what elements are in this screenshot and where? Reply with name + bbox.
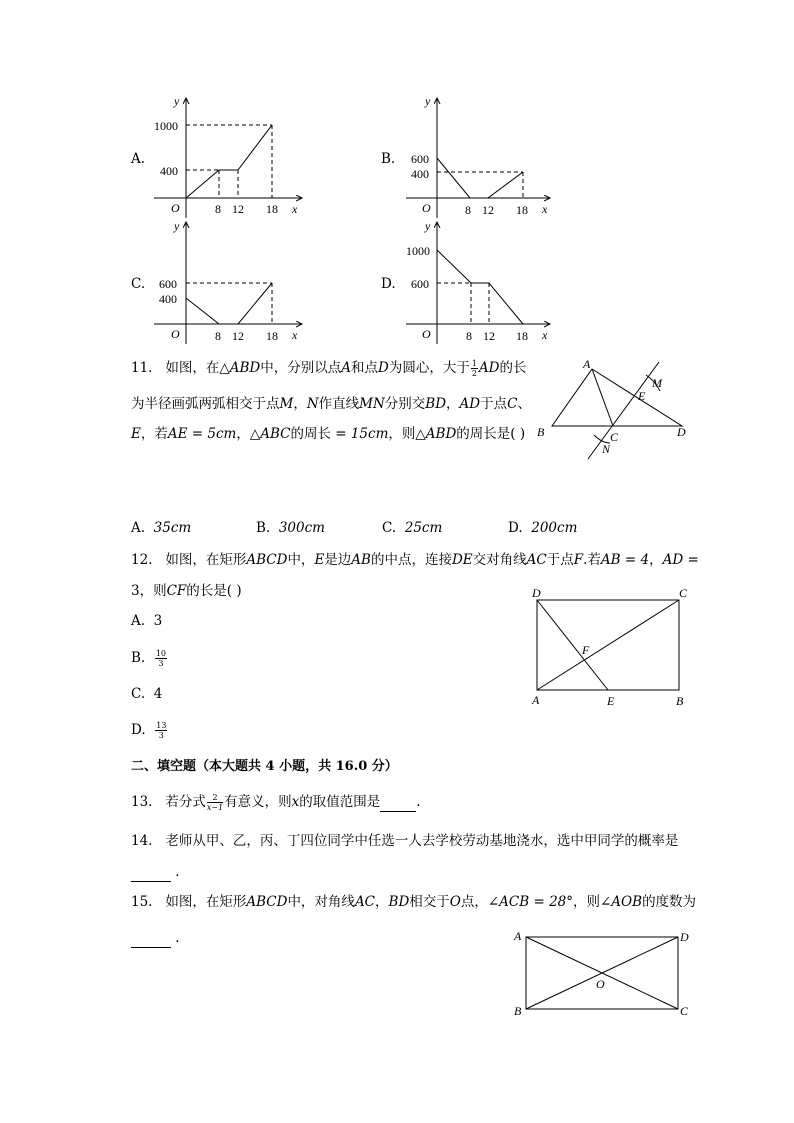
q13-number: 13.	[131, 794, 153, 810]
math: M	[279, 396, 294, 412]
q11-option-d[interactable]: D. 200cm	[508, 520, 578, 536]
text: 如图，在	[165, 360, 220, 376]
x-tick-label: 18	[516, 329, 528, 343]
q15-answer-line	[131, 929, 180, 948]
text: 分别交	[384, 396, 426, 412]
section-title: 二、填空题（本大题共 4 小题，共 16.0 分）	[131, 759, 398, 774]
text: 中，分别以点	[260, 360, 342, 376]
math: MN	[359, 396, 385, 412]
x-tick-label: 12	[482, 203, 494, 217]
text: 作直线	[318, 396, 360, 412]
y-tick-label: 600	[159, 277, 177, 291]
text: ，若	[140, 426, 168, 442]
text: 为圆心，大于	[388, 360, 470, 376]
y-tick-label: 1000	[406, 244, 430, 258]
point-label: C	[610, 430, 619, 444]
text: 若分式	[165, 794, 206, 810]
text: ，则	[139, 583, 167, 599]
answer-blank[interactable]	[131, 929, 171, 948]
text: 、	[517, 396, 531, 412]
q11-line1	[131, 359, 527, 378]
text: 中，	[287, 552, 315, 568]
q15-number: 15.	[131, 894, 153, 910]
point-label: E	[638, 389, 646, 403]
math: x	[291, 794, 300, 810]
math: O	[449, 894, 461, 910]
q14-number: 14.	[131, 833, 153, 849]
math: AB	[351, 552, 371, 568]
text: 的度数为	[642, 894, 697, 910]
text: .若	[583, 552, 601, 568]
x-axis-label: x	[542, 328, 548, 342]
x-tick-label: 18	[516, 203, 528, 217]
y-tick-label: 400	[159, 292, 177, 306]
point-label: B	[514, 1004, 522, 1018]
q15-figure	[508, 925, 698, 1025]
x-tick-label: 8	[215, 202, 221, 216]
point-label: C	[680, 1004, 689, 1018]
point-label: D	[677, 425, 686, 439]
text: 为半径画弧两弧相交于点	[131, 396, 280, 412]
math: DE	[451, 552, 473, 568]
text: 的取值范围是	[299, 794, 381, 810]
math: D	[378, 360, 389, 376]
point-label: C	[679, 586, 688, 600]
point-label: B	[676, 694, 684, 708]
math: △ABD	[219, 360, 261, 376]
answer-blank[interactable]	[131, 863, 171, 882]
q11-option-a[interactable]: A. 35cm	[131, 520, 192, 536]
origin-label: O	[171, 201, 180, 215]
origin-label: O	[171, 327, 180, 341]
point-label: D	[680, 930, 689, 944]
text: 老师从甲、乙，丙、丁四位同学中任选一人去学校劳动基地浇水，选中甲同学的概率是	[165, 833, 679, 849]
text: ，	[236, 426, 250, 442]
math: AC	[526, 552, 547, 568]
text: ，	[649, 552, 663, 568]
origin-label: O	[422, 201, 431, 215]
text: 3	[131, 583, 140, 599]
point-label: A	[583, 357, 591, 371]
y-axis-label: y	[425, 219, 431, 233]
y-tick-label: 1000	[154, 119, 178, 133]
math: A	[341, 360, 351, 376]
fraction: $\frac{2}{x-1}$	[206, 793, 224, 812]
math: ABCD	[246, 894, 288, 910]
q12-figure	[525, 583, 695, 711]
graph-option-d	[392, 216, 562, 346]
text: 有意义，则	[224, 794, 292, 810]
text: 点，	[460, 894, 488, 910]
point-label: B	[537, 425, 545, 439]
graph-option-a	[140, 90, 320, 220]
diagonal-ac	[537, 600, 679, 690]
math: C	[507, 396, 518, 412]
text: 于点	[480, 396, 508, 412]
q11-line2	[131, 395, 531, 413]
math: BD	[388, 894, 410, 910]
text: 的周长是( )	[456, 426, 526, 442]
origin-label: O	[422, 327, 431, 341]
x-tick-label: 12	[483, 329, 495, 343]
math: ABCD	[246, 552, 288, 568]
q12-option-b[interactable]: B. $\frac{10}{3}$	[131, 649, 166, 668]
graph-line	[186, 125, 272, 198]
text: ，则	[573, 894, 600, 910]
text: 如图，在矩形	[165, 552, 247, 568]
text: ，	[375, 894, 389, 910]
x-tick-label: 12	[232, 329, 244, 343]
q11-number: 11.	[131, 360, 153, 376]
x-axis-label: x	[542, 202, 548, 216]
q14-answer-line	[131, 863, 180, 882]
q12-option-a[interactable]: A. 3	[131, 613, 163, 629]
x-tick-label: 18	[266, 202, 278, 216]
math: CF	[166, 583, 187, 599]
y-axis-label: y	[174, 94, 180, 108]
text: 是边	[324, 552, 352, 568]
point-label: M	[652, 376, 662, 390]
q12-line1	[131, 551, 699, 569]
q11-option-b[interactable]: B. 300cm	[256, 520, 325, 536]
math: = 15cm	[330, 426, 389, 442]
text: 中，对角线	[287, 894, 355, 910]
text: 的长	[499, 360, 527, 376]
math: ∠AOB	[600, 894, 643, 910]
text: 的中点，连接	[370, 552, 452, 568]
math: AD =	[662, 552, 699, 568]
y-tick-label: 400	[160, 164, 178, 178]
y-tick-label: 600	[411, 277, 429, 291]
q12-line2	[131, 582, 242, 600]
math: AC	[354, 894, 376, 910]
text: 的周长	[290, 426, 331, 442]
y-tick-label: 400	[411, 167, 429, 181]
segment-ac	[592, 369, 613, 426]
point-label: A	[532, 693, 540, 707]
segment-de	[537, 600, 608, 690]
graph-line	[437, 250, 523, 324]
math: AD	[459, 396, 481, 412]
q11-option-c[interactable]: C. 25cm	[382, 520, 443, 536]
text: .	[175, 930, 180, 946]
q14-line	[131, 832, 678, 850]
text: ，	[446, 396, 460, 412]
triangle-abd	[552, 369, 682, 426]
x-tick-label: 8	[465, 203, 471, 217]
answer-blank[interactable]	[380, 793, 416, 812]
q15-line	[131, 893, 696, 911]
option-a-label[interactable]: A.	[131, 151, 146, 167]
text: ，	[293, 396, 307, 412]
math: △ABC	[249, 426, 291, 442]
math: E	[131, 426, 141, 442]
q13-line	[131, 793, 421, 812]
point-label: O	[596, 977, 605, 991]
y-axis-label: y	[425, 94, 431, 108]
graph-option-b	[392, 90, 562, 220]
text: 于点	[546, 552, 574, 568]
text: 交对角线	[472, 552, 527, 568]
x-axis-label: x	[292, 328, 298, 342]
x-tick-label: 12	[232, 202, 244, 216]
option-d-label[interactable]: D.	[381, 276, 396, 292]
point-label: F	[582, 643, 590, 657]
text: ，则	[388, 426, 416, 442]
text: 如图，在矩形	[165, 894, 247, 910]
text: 相交于	[409, 894, 450, 910]
math: △ABD	[415, 426, 457, 442]
q12-option-c[interactable]: C. 4	[131, 686, 163, 702]
point-label: E	[607, 694, 615, 708]
math: AB = 4	[600, 552, 650, 568]
option-c-label[interactable]: C.	[131, 276, 146, 292]
text: 和点	[351, 360, 378, 376]
q11-figure	[530, 355, 695, 470]
point-label: D	[532, 586, 541, 600]
math: ∠ACB = 28°	[487, 894, 573, 910]
math: AD	[478, 360, 500, 376]
graph-line	[186, 283, 272, 324]
text: 的长是( )	[186, 583, 242, 599]
math: AE = 5cm	[167, 426, 237, 442]
y-axis-label: y	[174, 219, 180, 233]
point-label: N	[602, 442, 611, 456]
math: E	[314, 552, 325, 568]
graph-option-c	[140, 216, 320, 346]
y-tick-label: 600	[411, 152, 429, 166]
q12-number: 12.	[131, 552, 153, 568]
text: .	[175, 864, 180, 880]
x-tick-label: 18	[266, 329, 278, 343]
x-tick-label: 8	[215, 329, 221, 343]
math: F	[573, 552, 584, 568]
point-label: A	[514, 929, 522, 943]
fraction: $\frac{1}{2}$	[471, 359, 477, 378]
graph-line	[437, 158, 523, 198]
x-axis-label: x	[292, 202, 298, 216]
math: N	[306, 396, 319, 412]
q11-line3	[131, 425, 525, 443]
q12-option-d[interactable]: D. $\frac{13}{3}$	[131, 721, 167, 740]
option-b-label[interactable]: B.	[381, 151, 396, 167]
text: .	[416, 794, 421, 810]
x-tick-label: 8	[466, 329, 472, 343]
math: BD	[425, 396, 447, 412]
